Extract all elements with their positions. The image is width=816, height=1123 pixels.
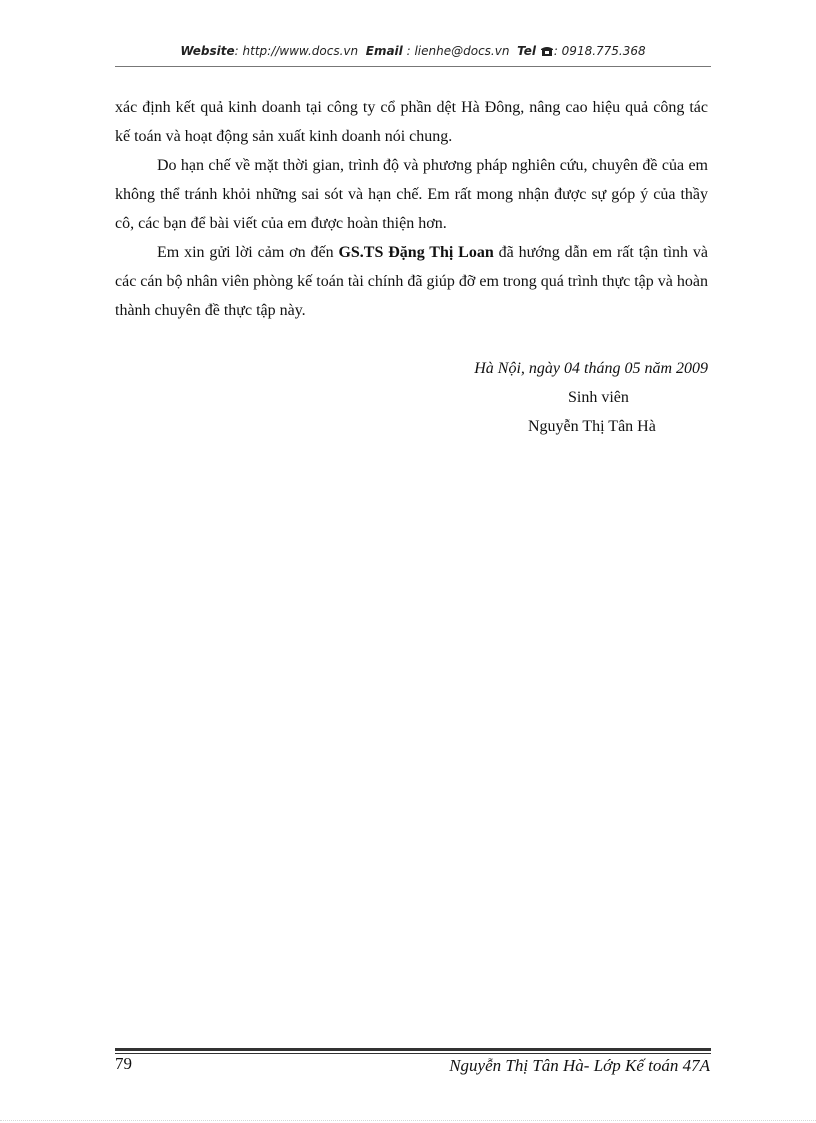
paragraph-3 [115, 238, 708, 325]
page-bottom-edge [0, 1120, 816, 1121]
tel-label: Tel [517, 44, 536, 58]
website-label: Website [180, 44, 235, 58]
paragraph-1: xác định kết quả kinh doanh tại công ty cổ phần dệt Hà Đông, nâng cao hiệu quả công tác kế toán và hoạt động sản xuất kinh doanh nói chung. [115, 99, 708, 145]
supervisor-name: GS.TS Đặng Thị Loan [338, 244, 494, 261]
page-header [115, 44, 711, 58]
signature-date: Hà Nội, ngày 04 tháng 05 năm 2009 [474, 360, 708, 377]
tel-value: : 0918.775.368 [553, 44, 646, 58]
website-value: : http://www.docs.vn [234, 44, 359, 58]
document-body [115, 93, 708, 325]
paragraph-2: Do hạn chế về mặt thời gian, trình độ và phương pháp nghiên cứu, chuyên đề của em không thể tránh khỏi những sai sót và hạn chế. Em rất mong nhận được sự góp ý của thầy cô, các bạn để bài viết của em được hoàn thiện hơn. [115, 157, 708, 232]
signature-name: Nguyễn Thị Tân Hà [528, 418, 656, 435]
email-value: : lienhe@docs.vn [406, 44, 510, 58]
phone-icon [541, 45, 553, 55]
page-number: 79 [115, 1054, 132, 1073]
footer-author-class: Nguyễn Thị Tân Hà- Lớp Kế toán 47A [449, 1056, 710, 1075]
footer-divider-thick [115, 1048, 711, 1051]
email-label: Email [365, 44, 403, 58]
signature-role: Sinh viên [568, 389, 629, 406]
header-divider [115, 66, 711, 67]
paragraph-3-text-end: đã hướng dẫn em rất tận tình và các cán bộ nhân viên phòng kế toán tài chính đã giúp đỡ em trong quá trình thực tập và hoàn thành chuyên đề thực tập này. [115, 244, 709, 319]
paragraph-3-text-start: Em xin gửi lời cảm ơn đến [157, 244, 339, 261]
